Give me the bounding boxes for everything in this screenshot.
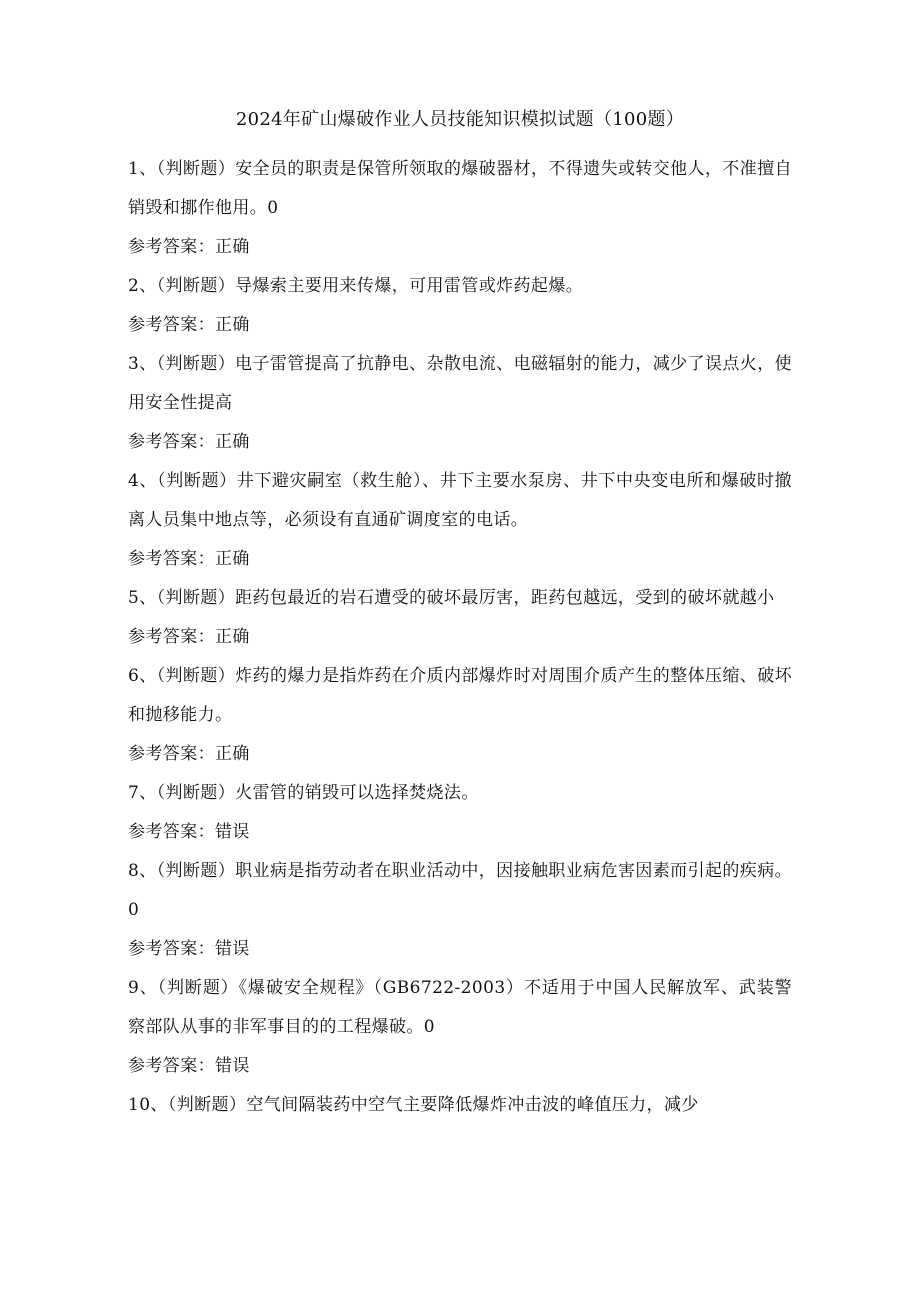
question-item bbox=[128, 345, 792, 423]
answer-value: 正确 bbox=[215, 237, 250, 257]
question-text: 炸药的爆力是指炸药在介质内部爆炸时对周围介质产生的整体压缩、破坏和抛移能力。 bbox=[128, 666, 792, 725]
question-item bbox=[128, 657, 792, 735]
answer-line bbox=[128, 423, 792, 462]
answer-value: 正确 bbox=[215, 432, 250, 452]
answer-value: 正确 bbox=[215, 744, 250, 764]
answer-value: 错误 bbox=[215, 939, 250, 959]
question-type: （判断题） bbox=[156, 588, 236, 608]
question-list bbox=[128, 150, 792, 1125]
question-type: （判断题） bbox=[156, 276, 236, 296]
answer-label: 参考答案： bbox=[128, 315, 215, 335]
answer-line bbox=[128, 813, 792, 852]
answer-label: 参考答案： bbox=[128, 744, 215, 764]
question-text: 《爆破安全规程》（GB6722-2003）不适用于中国人民解放军、武装警察部队从事的非军事目的的工程爆破。0 bbox=[128, 978, 792, 1037]
answer-line bbox=[128, 228, 792, 267]
question-number: 10、 bbox=[128, 1095, 168, 1115]
question-number: 7、 bbox=[128, 783, 157, 803]
question-item bbox=[128, 1086, 792, 1125]
answer-label: 参考答案： bbox=[128, 627, 215, 647]
question-text: 火雷管的销毁可以选择焚烧法。 bbox=[235, 783, 479, 803]
question-text: 职业病是指劳动者在职业活动中，因接触职业病危害因素而引起的疾病。0 bbox=[128, 861, 792, 920]
answer-label: 参考答案： bbox=[128, 822, 215, 842]
question-number: 8、 bbox=[128, 861, 157, 881]
answer-line bbox=[128, 1047, 792, 1086]
question-type: （判断题） bbox=[156, 783, 236, 803]
question-type: （判断题） bbox=[156, 666, 236, 686]
question-text: 安全员的职责是保管所领取的爆破器材，不得遗失或转交他人，不准擅自销毁和挪作他用。0 bbox=[128, 159, 792, 218]
question-item bbox=[128, 774, 792, 813]
answer-line bbox=[128, 540, 792, 579]
answer-line bbox=[128, 735, 792, 774]
answer-value: 正确 bbox=[215, 627, 250, 647]
question-number: 4、 bbox=[128, 471, 158, 491]
answer-label: 参考答案： bbox=[128, 549, 215, 569]
question-text: 空气间隔装药中空气主要降低爆炸冲击波的峰值压力，减少 bbox=[246, 1095, 699, 1115]
answer-value: 正确 bbox=[215, 549, 250, 569]
question-item bbox=[128, 267, 792, 306]
question-text: 井下避灾嗣室（救生舱）、井下主要水泵房、井下中央变电所和爆破时撤离人员集中地点等，必须设有直通矿调度室的电话。 bbox=[128, 471, 793, 530]
answer-label: 参考答案： bbox=[128, 237, 215, 257]
answer-value: 正确 bbox=[215, 315, 250, 335]
question-type: （判断题） bbox=[156, 861, 236, 881]
answer-label: 参考答案： bbox=[128, 432, 215, 452]
question-text: 距药包最近的岩石遭受的破坏最厉害，距药包越远，受到的破坏就越小 bbox=[235, 588, 775, 608]
answer-line bbox=[128, 306, 792, 345]
question-type: （判断题） bbox=[156, 159, 236, 179]
question-number: 3、 bbox=[128, 354, 157, 374]
question-type: （判断题） bbox=[157, 471, 237, 491]
question-item bbox=[128, 579, 792, 618]
answer-value: 错误 bbox=[215, 822, 250, 842]
question-number: 5、 bbox=[128, 588, 157, 608]
question-type: （判断题） bbox=[156, 354, 236, 374]
question-number: 2、 bbox=[128, 276, 157, 296]
answer-label: 参考答案： bbox=[128, 939, 215, 959]
answer-value: 错误 bbox=[215, 1056, 250, 1076]
page-title: 2024年矿山爆破作业人员技能知识模拟试题（100题） bbox=[235, 109, 685, 130]
question-item bbox=[128, 462, 792, 540]
question-number: 6、 bbox=[128, 666, 157, 686]
question-text: 导爆索主要用来传爆，可用雷管或炸药起爆。 bbox=[235, 276, 584, 296]
question-item bbox=[128, 150, 792, 228]
question-text: 电子雷管提高了抗静电、杂散电流、电磁辐射的能力，减少了误点火，使用安全性提高 bbox=[128, 354, 792, 413]
answer-line bbox=[128, 618, 792, 657]
question-number: 1、 bbox=[128, 159, 157, 179]
question-type: （判断题） bbox=[157, 978, 239, 998]
question-type: （判断题） bbox=[167, 1095, 247, 1115]
question-item bbox=[128, 852, 792, 930]
question-number: 9、 bbox=[128, 978, 158, 998]
answer-label: 参考答案： bbox=[128, 1056, 215, 1076]
answer-line bbox=[128, 930, 792, 969]
question-item bbox=[128, 969, 792, 1047]
